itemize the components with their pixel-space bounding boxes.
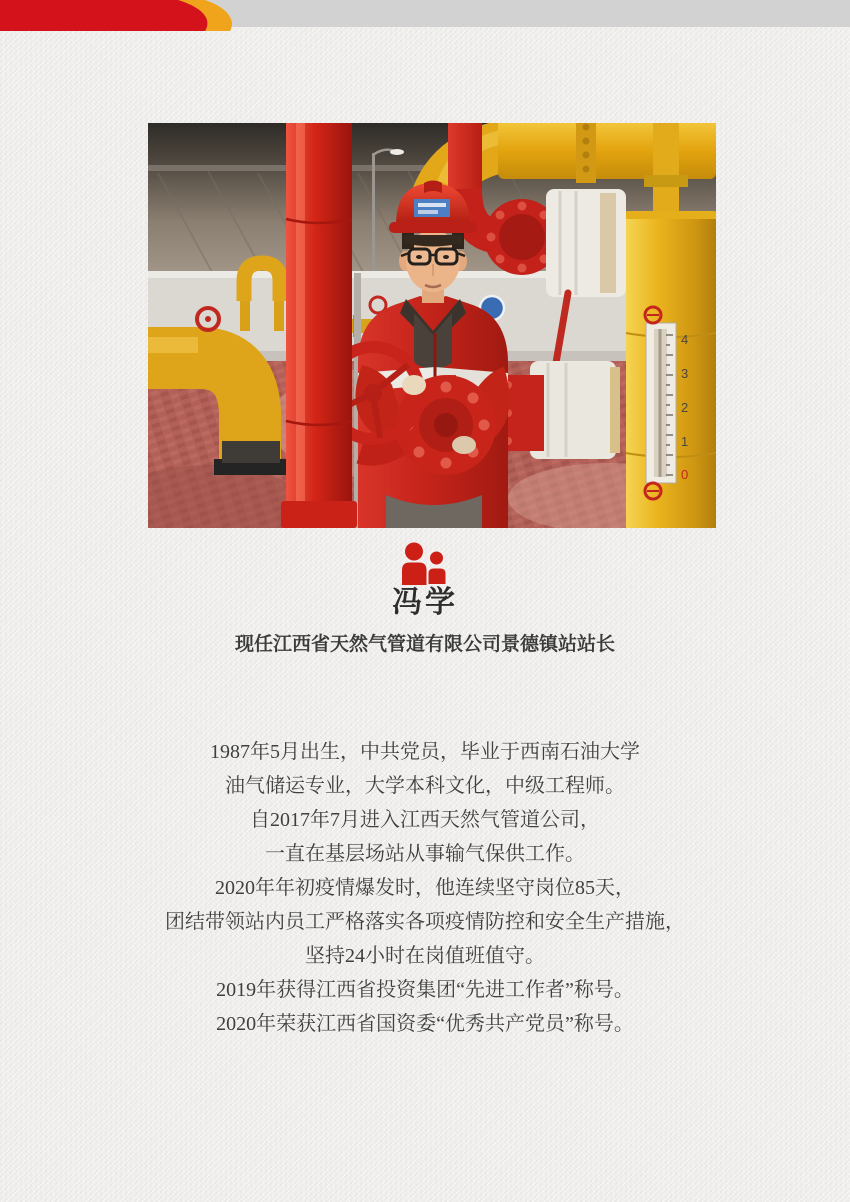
gauge-label: 4 (681, 332, 689, 347)
bio-line: 2020年荣获江西省国资委“优秀共产党员”称号。 (216, 1013, 634, 1035)
gauge-label: 0 (681, 467, 689, 482)
photo-illustration (148, 123, 716, 528)
bio-line: 1987年5月出生，中共党员，毕业于西南石油大学 (210, 741, 640, 763)
glove (402, 375, 426, 395)
bio-line: 2020年年初疫情爆发时，他连续坚守岗位85天， (215, 877, 635, 899)
bio-line: 自2017年7月进入江西天然气管道公司， (250, 809, 600, 831)
gauge-label: 2 (681, 400, 689, 415)
gauge-label: 1 (681, 434, 689, 449)
ribbon-red-swoosh (0, 0, 207, 31)
level-gauge (645, 307, 688, 499)
bio-line: 一直在基层场站从事输气保供工作。 (265, 843, 585, 865)
bio-line: 油气储运专业，大学本科文化，中级工程师。 (225, 775, 625, 797)
glove (452, 436, 476, 454)
person-title: 现任江西省天然气管道有限公司景德镇站站长 (234, 634, 615, 655)
bio-line: 2019年获得江西省投资集团“先进工作者”称号。 (216, 979, 634, 1001)
person-name: 冯学 (392, 586, 458, 619)
bio-line: 团结带领站内员工严格落实各项疫情防控和安全生产措施， (165, 911, 685, 933)
profile-photo (148, 123, 716, 528)
people-icon (400, 542, 450, 586)
bio-paragraph (0, 735, 850, 1041)
red-pipe-foreground (281, 123, 357, 528)
gauge-label: 3 (681, 366, 689, 381)
corner-ribbon (0, 0, 240, 31)
bio-line: 坚持24小时在岗值班值守。 (305, 945, 545, 967)
